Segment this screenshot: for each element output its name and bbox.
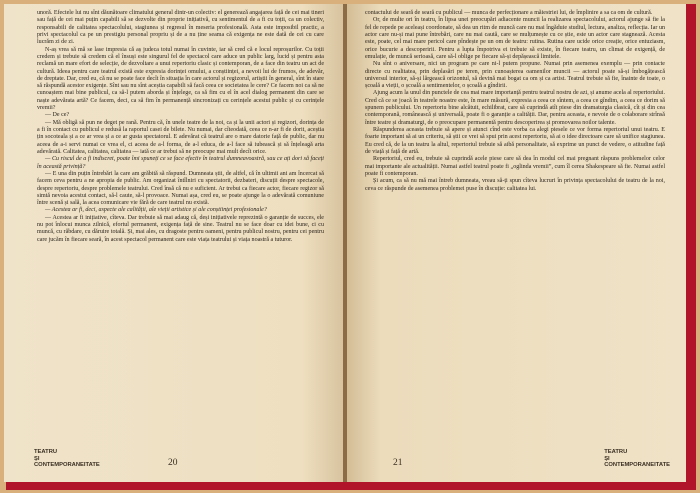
paragraph: — Acestea ar fi inițiative, cîteva. Dar trebuie să mai adaug că, deși inițiativele reprezintă o garanție de succes, ele nu pot înlocui munca zilnică, efortul permanent, exigența față de sine. Teatrul nu se face doar cu idei bune, ci cu muncă, cu răbdare, cu dăruire totală. Și, mai ales, cu dragoste pentru oameni, pentru publicul nostru, pentru cei pentru care jucăm în fiecare seară, în acest spectacol permanent care este viața teatrului și viața noastră a tuturor. xyxy=(37,214,324,243)
running-title-line: CONTEMPORANEITATE xyxy=(604,461,670,468)
paragraph: Răspunderea aceasta trebuie să apere și atunci cînd este vorba ca alegi piesele ce vor forma repertoriul unui teatru. E foarte important să ai un criteriu, să știi ce vrei să spui prin acest repertoriu, să ai o idee directoare care să unifice stagiunea. Eu cred că, de la un teatru la altul, repertoriul trebuie să aibă personalitate, să exprime un punct de vedere, o atitudine față de viață și față de artă. xyxy=(365,127,665,155)
left-page-text xyxy=(37,10,324,244)
paragraph: unoră. Efectele lui nu sînt dăunătoare climatului general dintr-un colectiv: el generează angajarea față de cei mai tineri sau față de cei mai puțin capabili să se dezvolte din proprie inițiativă, cu sentimentul de a fi cu toții, ca un colectiv, responsabili de calitatea spectacolului, stagiunea și regresul în meseria profesională. Asta este imposibil practic, a privi spectacolul ca pe un prestigiu personal propriu și de a nu ține seama că exigența ne este dată de cei cu care lucrăm zi de zi. xyxy=(37,10,324,46)
paragraph: Or, de multe ori în teatru, în lipsa unei preocupări adiacente muncii la realizarea spectacolului, actorul ajunge să fie la fel de repede pe aceleași coordonate, să dea un ritm de muncă care nu mai îngăduie studiul, lectura, analiza, reflecția. Iar un actor care nu-și mai pune întrebări, care nu mai caută, care se mulțumește cu ce știe, este un actor care stagnează. Acesta este, poate, cel mai mare pericol care pîndește pe un om de teatru: rutina. Rutina care ucide orice creație, orice entuziasm, orice bucurie a descoperirii. Pentru a lupta împotriva ei trebuie să existe, în fiecare teatru, un climat de exigență, de emulație, de muncă serioasă, care să-l oblige pe fiecare să-și depășească limitele. xyxy=(365,17,665,60)
paragraph: contactului de seară de seară cu publicul — munca de perfecționare a măiestriei lui, de împlinire a sa ca om de cultură. xyxy=(365,10,653,16)
running-title-line: CONTEMPORANEITATE xyxy=(34,461,100,468)
question-text: — Acestea ar fi, deci, aspecte ale calității, ale vieții artistice și ale conștiinței profesionale? xyxy=(45,207,267,214)
running-title xyxy=(34,449,100,468)
running-title xyxy=(604,449,670,468)
running-title-line: TEATRU xyxy=(604,449,628,456)
right-page-text xyxy=(365,10,665,193)
running-title-line: TEATRU xyxy=(34,449,58,456)
paragraph: Și acum, ca să nu mă mai întreb dumneata, vreau să-ți spun cîteva lucruri în privința spectacolului de teatru de la noi, ceva ce răspunde de asemenea problemei puse în discuție: calitatea lui. xyxy=(365,178,665,192)
question-text: — Cu riscul de a fi indiscret, poate îmi spuneți ce se face efectiv în teatrul dumneavoastră, sau ce ați dori să faceți în această privință? xyxy=(37,156,324,170)
running-title-line: ȘI xyxy=(34,455,40,462)
paragraph xyxy=(37,207,324,214)
page-number: 20 xyxy=(168,458,178,468)
paragraph: Nu sînt o aniversare, nici un program pe care ni-l putem propune. Numai prin asemenea exemplu — prin contacte directe cu realitatea, prin deplasări pe teren, prin cunoașterea oamenilor muncii — actorul poate să-și îmbogățească universul interior, să-și lărgească orizontul, să devină mai bogat ca om și ca artist. Teatrul trebuie să fie, înainte de toate, o școală a vieții, o școală a sentimentelor, o școală a gîndirii. xyxy=(365,61,665,90)
paragraph: — De ce? xyxy=(45,112,70,119)
running-title-line: ȘI xyxy=(604,455,610,462)
paragraph: Repertoriul, cred eu, trebuie să cuprindă acele piese care să dea în modul cel mai pregnant răspuns problemelor celor mai importante ale actualității. Numai astfel teatrul poate fi „oglinda vremii”, cum îl cerea Shakespeare să fie. Numai astfel poate fi contemporan. xyxy=(365,156,665,177)
paragraph: Ajung acum la unul din punctele de cea mai mare importanță pentru teatrul nostru de azi, și anume acela al repertoriului. Cred că ce se joacă în teatrele noastre este, în mare măsură, expresia a ceea ce sîntem, a ceea ce gîndim, a ceea ce dorim să spunem publicului. Un repertoriu bine alcătuit, echilibrat, care să cuprindă atît piese din dramaturgia clasică, cît și din cea contemporană, românească și universală, poate fi o garanție a calității. Dar, pentru aceasta, e nevoie de o colaborare strînsă între teatre și dramaturgi, de o preocupare permanentă pentru descoperirea și promovarea noilor talente. xyxy=(365,90,665,126)
page-number: 21 xyxy=(393,458,403,468)
paragraph: — E una din puțin întrebări la care am grăbită să răspund. Dumneata știi, de altfel, că în ultimii ani am încercat să facem ceva pentru a ne apropia de public. Am organizat întîlniri cu spectatorii, dezbateri, discuții despre spectacole, despre repertoriu, despre problemele teatrului. Cred însă că nu e suficient. Ar trebui ca fiecare actor, fiecare regizor să simtă nevoia acestui contact, să-l caute, să-l provoace. Numai așa, cred eu, se poate ajunge la o adevărată comuniune între scenă și sală, la acea comunicare vie fără de care teatrul nu există. xyxy=(37,170,324,207)
left-page xyxy=(4,4,343,482)
paragraph: — Mă obligă să pun ne deget pe rană. Pentru că, în unele teatre de la noi, ca și la unii actori și regizori, dorința de a fi în contact cu publicul e redusă la raportul casei de bilete. Nu numai, dar cîteodată, ceea ce n-ar fi de dorit, aceștia țin socoteala și a ce ar vrea și a ce ar gusta spectatorul. E adevărat că teatrul are o mare datorie față de public, dar nu aceea de a-i servi numai ce vrea el, ci aceea de a-l forma, de a-l educa, de a-l face să iubească și să înțeleagă arta adevărată. Calitatea, calitatea, calitatea — iată ce ar trebui să ne preocupe mai mult decît orice. xyxy=(37,119,324,155)
paragraph: N-aș vrea să mă se lase impresia că aș judeca totul numai în cuvinte, iar să cred că e locul reproșurilor. Cu toții credem și trebuie să credem că el însuși este singurul fel de spectacol care aduce un public larg, lucid și pentru asta reclamă un mare efort de selecție, de dezvoltare a unui repertoriu clasic și contemporan, de a face din teatru un act de cultură. Ideea pentru care teatrul există este expresia dorinței omului, a conștiinței, a nevoii lui de frumos, de adevăr, de dreptate. Dar, cred eu, că nu se poate face decît în situația în care actorul și regizorul, artiștii în general, sînt în stare să răspundă acestor exigențe. Sînt sau nu sînt aceștia capabili să facă ceea ce societatea le cere? Ce facem noi ca să ne cunoaștem mai bine publicul, ca să-l putem aborda și înțelege, ca să fim cu el în acel dialog permanent din care se naște adevărata artă? Ce facem, deci, ca să fim în permanență sincronizați cu cerințele acestui public și cu cerințele vremii? xyxy=(37,46,324,112)
paragraph xyxy=(37,156,324,171)
right-page xyxy=(347,4,686,482)
